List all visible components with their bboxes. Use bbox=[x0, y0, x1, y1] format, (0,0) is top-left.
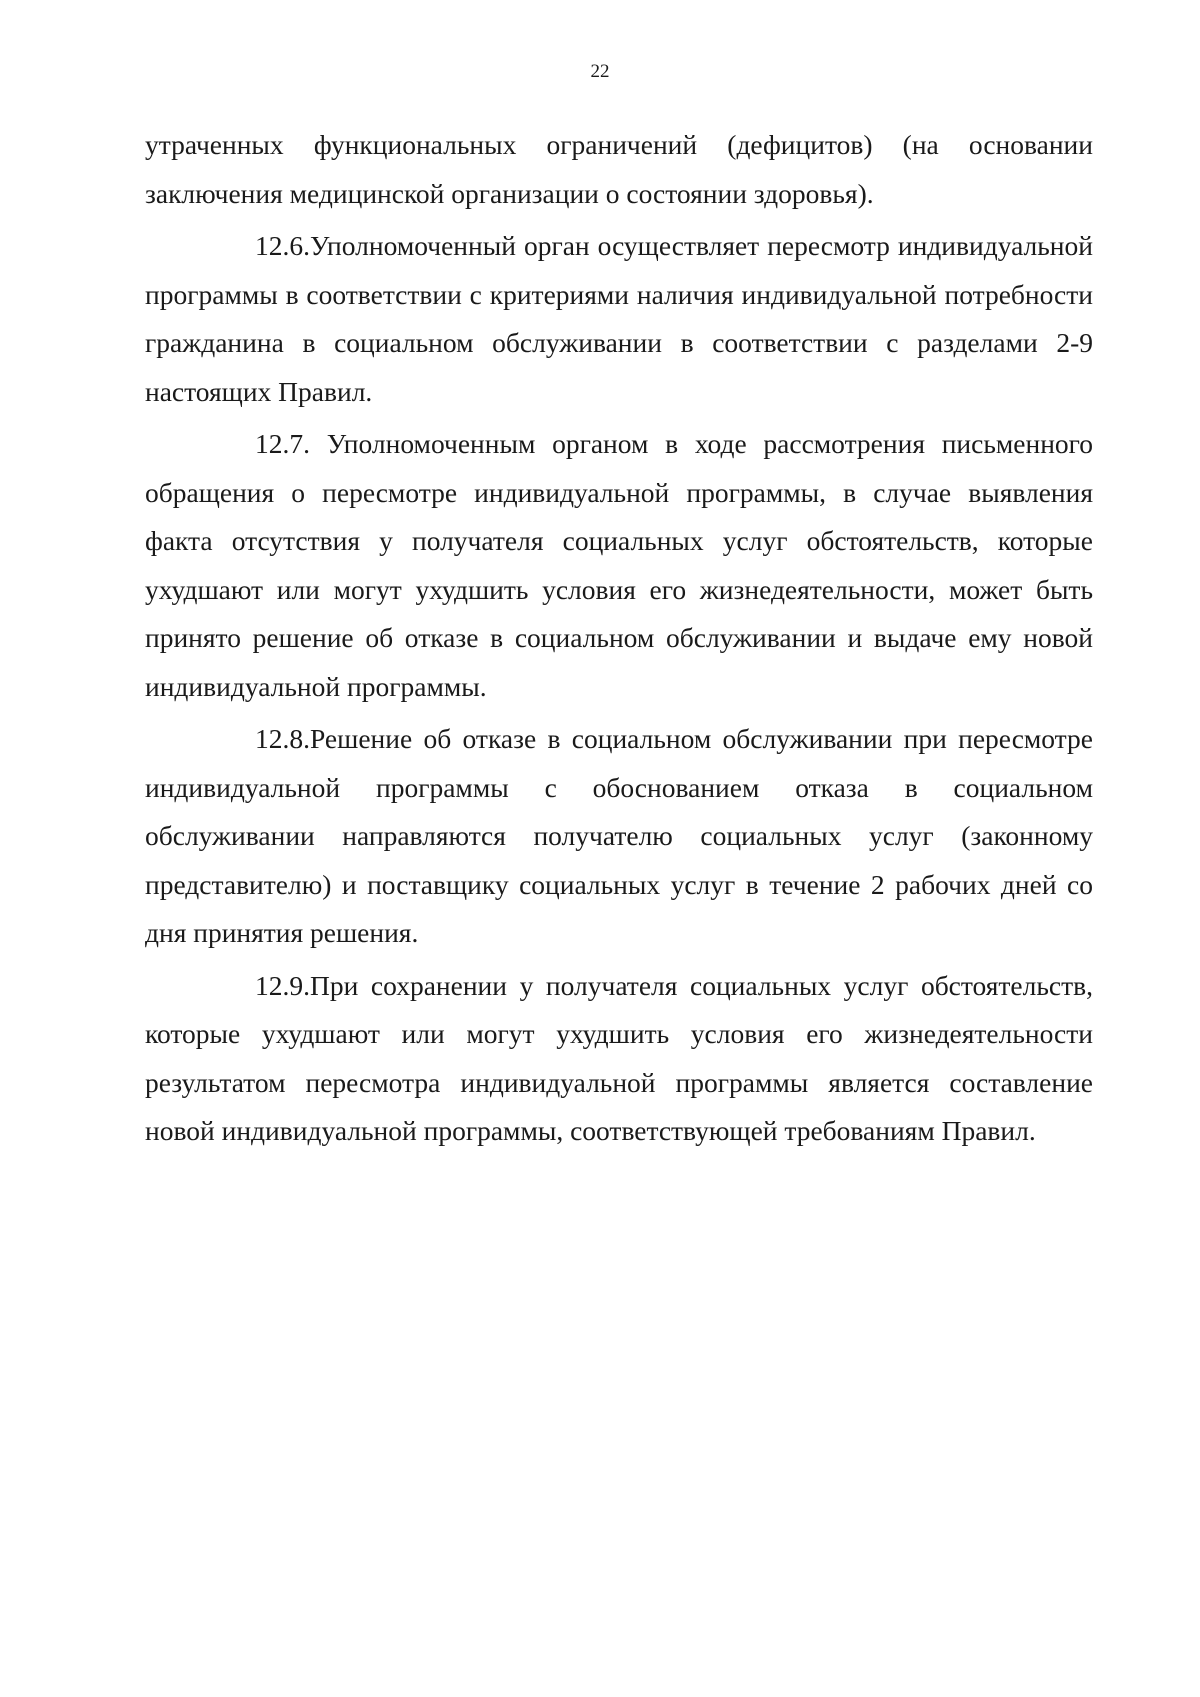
paragraph-continuation bbox=[145, 121, 1093, 218]
paragraph-text: Уполномоченным органом в ходе рассмотрения письменного обращения о пересмотре индивидуальной программы, в случае выявления факта отсутствия у получателя социальных услуг обстоятельств, которые ухудшают или могут ухудшить условия его жизнедеятельности, может быть принято решение об отказе в социальном обслуживании и выдаче ему новой индивидуальной программы. bbox=[145, 428, 1094, 702]
paragraph-number: 12.8. bbox=[255, 723, 310, 754]
paragraph-12-7 bbox=[145, 420, 1093, 711]
paragraph-text: Уполномоченный орган осуществляет пересмотр индивидуальной программы в соответствии с критериями наличия индивидуальной потребности гражданина в социальном обслуживании в соответствии с разделами 2-9 настоящих Правил. bbox=[145, 230, 1093, 407]
paragraph-12-6 bbox=[145, 222, 1093, 416]
paragraph-12-8 bbox=[145, 715, 1093, 958]
paragraph-text: Решение об отказе в социальном обслуживании при пересмотре индивидуальной программы с обоснованием отказа в социальном обслуживании направляются получателю социальных услуг (законному представителю) и поставщику социальных услуг в течение 2 рабочих дней со дня принятия решения. bbox=[145, 723, 1093, 948]
document-body bbox=[145, 121, 1093, 1160]
page-number: 22 bbox=[590, 61, 610, 82]
paragraph-number: 12.6. bbox=[255, 230, 310, 261]
paragraph-text: При сохранении у получателя социальных услуг обстоятельств, которые ухудшают или могут ухудшить условия его жизнедеятельности результатом пересмотра индивидуальной программы является составление новой индивидуальной программы, соответствующей требованиям Правил. bbox=[145, 969, 1093, 1146]
paragraph-number: 12.7. bbox=[255, 428, 310, 459]
paragraph-text: утраченных функциональных ограничений (дефицитов) (на основании заключения медицинской организации о состоянии здоровья). bbox=[145, 129, 1093, 209]
paragraph-number: 12.9. bbox=[255, 969, 310, 1001]
paragraph-12-9 bbox=[145, 962, 1093, 1156]
